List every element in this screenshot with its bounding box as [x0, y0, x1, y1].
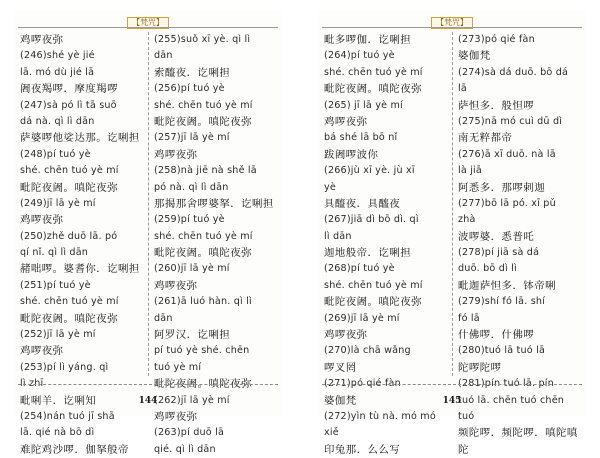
pinyin-line: (257)jī lā yè mí	[154, 132, 230, 144]
chinese-line: 印兔那．么么写	[324, 443, 401, 456]
column-divider	[148, 32, 149, 376]
pinyin-line: pó nà. qì lì dān	[154, 181, 229, 193]
chinese-line: 啰叉罔	[324, 361, 357, 374]
pinyin-line: lā. mó dù jié lā	[20, 66, 95, 78]
chinese-line: 赭咄啰。婆耆你．讫唎担	[20, 263, 140, 276]
pinyin-line: (250)zhě duō lā. pó	[20, 230, 118, 242]
pinyin-line: (276)ā xī duō. nà lā	[458, 148, 556, 160]
pinyin-line: (266)jù xī yè. jù xī	[324, 165, 415, 177]
pinyin-line: lā. qié nà bō dì	[20, 427, 95, 439]
pinyin-line: (247)sà pó lì tā suō	[20, 99, 117, 111]
pinyin-line: (279)shí fó lā. shí	[458, 296, 546, 308]
pinyin-line: shé. chēn tuó yè mí	[154, 230, 253, 242]
pinyin-line: xiě	[324, 427, 339, 439]
pinyin-line: (264)pí tuó yè	[324, 50, 395, 62]
chinese-line: 毗唎羊．讫唎知	[20, 394, 97, 407]
pinyin-line: qié. qì lì dān	[154, 443, 216, 455]
pinyin-line: (275)nā mó cuì dū dì	[458, 115, 563, 127]
chinese-line: 婆伽梵	[458, 50, 491, 63]
footer-rule	[18, 384, 278, 385]
chinese-line: 那揭那舍啰婆拏．讫唎担	[154, 197, 274, 210]
chinese-line: 毗陀夜阇。嗔陀夜弥	[324, 296, 423, 309]
pinyin-line: bá shé lā bō nǐ	[324, 132, 398, 144]
chinese-line: 难陀鸡沙啰．伽拏般帝	[20, 443, 129, 456]
pinyin-line: (248)pí tuó yè	[20, 148, 91, 160]
pinyin-line: (278)pí jiā sà dá	[458, 247, 540, 259]
pinyin-line: (246)shé yè jié	[20, 50, 95, 62]
pinyin-line: (261)ā luó hàn. qì lì	[154, 296, 252, 308]
chinese-line: 鸡啰夜弥	[324, 115, 368, 128]
chinese-line: 毗陀夜阇。嗔陀夜弥	[324, 83, 423, 96]
chinese-line: 跋阇啰波你	[324, 148, 379, 161]
pinyin-line: duō. bō dì lì	[458, 263, 517, 275]
pinyin-line: shé. chēn tuó yè mí	[324, 66, 423, 78]
pinyin-line: (271)pó qié fàn	[324, 378, 401, 390]
chinese-line: 鸡啰夜弥	[324, 329, 368, 342]
chinese-line: 阇夜羯啰．摩度羯啰	[20, 83, 119, 96]
pinyin-line: lì zhī	[20, 378, 44, 390]
chinese-line: 毗陀夜阇。嗔陀夜弥	[154, 115, 253, 128]
chinese-line: 萨婆啰他娑达那。讫唎担	[20, 132, 140, 145]
pinyin-line: (255)suǒ xī yè. qì lì	[154, 34, 251, 45]
right-page	[318, 10, 586, 456]
pinyin-line: fó lā	[458, 312, 480, 324]
header-rule	[18, 27, 278, 28]
chinese-line: 毗多啰伽．讫唎担	[324, 34, 412, 46]
running-header	[318, 10, 586, 27]
chinese-line: 频陀啰．频陀啰．嗔陀嗔	[458, 427, 578, 440]
text-column	[458, 32, 582, 456]
pinyin-line: pí tuó yè shé. chēn	[154, 345, 250, 357]
pinyin-line: (273)pó qié fàn	[458, 34, 535, 45]
chinese-line: 毗陀夜阇。嗔陀夜弥	[20, 181, 119, 194]
chinese-line: 萨怛多．般怛啰	[458, 99, 535, 112]
chinese-line: 婆伽梵	[324, 394, 357, 407]
chinese-line: 迦地般帝．讫唎担	[324, 247, 412, 260]
page-number: 145	[442, 396, 462, 406]
chinese-line: 鸡啰夜弥	[20, 345, 64, 358]
chinese-line: 鸡啰夜弥	[20, 34, 64, 46]
chinese-line: 鸡啰夜弥	[154, 279, 198, 292]
pinyin-line: tuó lā. chēn tuó chēn	[458, 394, 565, 406]
pinyin-line: (263)pí duō lā	[154, 427, 225, 439]
pinyin-line: (277)bō lā pó. xī pǔ	[458, 197, 556, 209]
running-header	[14, 10, 282, 27]
chinese-line: 鸡啰夜弥	[154, 410, 198, 423]
pinyin-line: shé. chēn tuó yè mí	[20, 296, 119, 308]
pinyin-line: (258)nà jiē nà shě lā	[154, 165, 257, 177]
pinyin-line: tuó yè mí	[154, 361, 202, 373]
pinyin-line: dān	[154, 312, 173, 324]
pinyin-line: dá nà. qì lì dān	[20, 115, 95, 127]
pinyin-line: (269)jī lā yè mí	[324, 312, 400, 324]
chinese-line: 鸡啰夜弥	[20, 214, 64, 227]
pinyin-line: (249)jī lā yè mí	[20, 197, 96, 209]
pinyin-line: là jiā	[458, 165, 483, 177]
chinese-line: 毗迦萨怛多．钵帝唎	[458, 279, 557, 292]
chinese-line: 毗陀夜阇。嗔陀夜弥	[154, 247, 253, 260]
pinyin-line: shé. chēn tuó yè mí	[20, 165, 119, 177]
left-page	[14, 10, 282, 456]
pinyin-line: (280)tuó lā tuó lā	[458, 345, 546, 357]
text-column	[324, 32, 448, 456]
pinyin-line: dān	[154, 50, 173, 62]
pinyin-line: (267)jiā dì bō dì. qì	[324, 214, 419, 226]
pinyin-line: qí nǐ. qì lì dān	[20, 247, 89, 259]
pinyin-line: (281)pín tuó lā. pín	[458, 378, 554, 390]
page-number: 144	[138, 396, 158, 406]
chinese-line: 陀	[458, 443, 469, 456]
pinyin-line: tuó	[458, 410, 475, 422]
pinyin-line: yè	[324, 181, 336, 193]
text-column	[154, 32, 278, 455]
column-divider	[452, 32, 453, 376]
pinyin-line: (270)là chā wǎng	[324, 345, 411, 357]
pinyin-line: zhà	[458, 214, 476, 226]
pinyin-line: (252)jī lā yè mí	[20, 329, 96, 341]
chinese-line: 阿悉多．那啰剌迦	[458, 181, 546, 194]
pinyin-line: (268)pí tuó yè	[324, 263, 395, 275]
header-label: 【梵咒】	[127, 17, 169, 29]
chinese-line: 阿罗汉．讫唎担	[154, 329, 231, 342]
chinese-line: 具醯夜．具醯夜	[324, 197, 401, 210]
header-label: 【梵咒】	[431, 17, 473, 29]
chinese-line: 波啰婆．悉普吒	[458, 230, 535, 243]
pinyin-line: shé. chēn tuó yè mí	[324, 279, 423, 291]
chinese-line: 毗陀夜阇。嗔陀夜弥	[154, 378, 253, 391]
pinyin-line: (272)yìn tù nà. mó mó	[324, 410, 436, 422]
pinyin-line: (265) jī lā yè mí	[324, 99, 403, 111]
chinese-line: 鸡啰夜弥	[154, 148, 198, 161]
pinyin-line: (253)pí lì yáng. qì	[20, 361, 109, 373]
pinyin-line: lì dān	[324, 230, 352, 242]
pinyin-line: (256)pí tuó yè	[154, 83, 225, 95]
pinyin-line: (259)pí tuó yè	[154, 214, 225, 226]
pinyin-line: (262)jī lā yè mí	[154, 394, 230, 406]
pinyin-line: (254)nán tuó jī shā	[20, 410, 115, 422]
pinyin-line: (251)pí tuó yè	[20, 279, 91, 291]
chinese-line: 南无粹都帝	[458, 132, 513, 145]
footer-rule	[322, 384, 582, 385]
chinese-line: 毗陀夜阇。嗔陀夜弥	[20, 312, 119, 325]
header-rule	[322, 27, 582, 28]
pinyin-line: shé. chēn tuó yè mí	[154, 99, 253, 111]
chinese-line: 索醯夜．讫唎担	[154, 66, 231, 79]
chinese-line: 陀啰陀啰	[458, 361, 502, 374]
chinese-line: 什佛啰．什佛啰	[458, 329, 535, 342]
pinyin-line: (274)sà dá duō. bō dá	[458, 66, 569, 78]
pinyin-line: (260)jī lā yè mí	[154, 263, 230, 275]
pinyin-line: lā	[458, 83, 467, 95]
text-column	[20, 32, 144, 456]
